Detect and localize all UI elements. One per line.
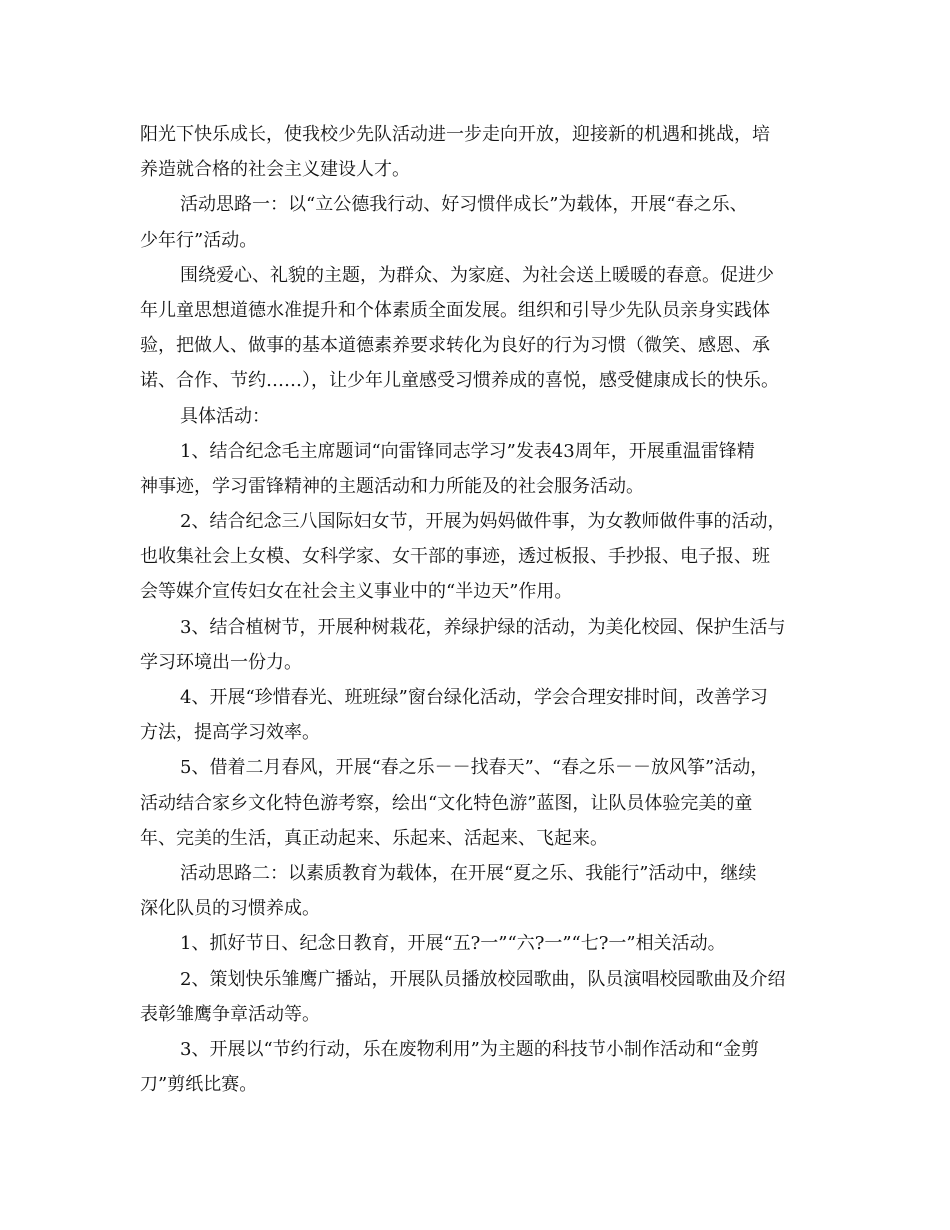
text-line: 养造就合格的社会主义建设人才。 bbox=[140, 159, 410, 181]
document-body bbox=[140, 117, 812, 1102]
text-line: 1、结合纪念毛主席题词“向雷锋同志学习”发表43周年，开展重温雷锋精 bbox=[180, 440, 755, 462]
text-line: 活动思路二：以素质教育为载体，在开展“夏之乐、我能行”活动中，继续 bbox=[180, 862, 757, 884]
text-line: 刀”剪纸比赛。 bbox=[140, 1074, 258, 1096]
text-line: 阳光下快乐成长，使我校少先队活动进一步走向开放，迎接新的机遇和挑战，培 bbox=[140, 124, 770, 145]
text-line: 具体活动： bbox=[180, 405, 270, 427]
text-line: 也收集社会上女模、女科学家、女干部的事迹，透过板报、手抄报、电子报、班 bbox=[140, 546, 770, 568]
text-line: 表彰雏鹰争章活动等。 bbox=[140, 1003, 320, 1025]
text-line: 神事迹，学习雷锋精神的主题活动和力所能及的社会服务活动。 bbox=[140, 475, 644, 497]
text-line: 活动思路一：以“立公德我行动、好习惯伴成长”为载体，开展“春之乐、 bbox=[180, 194, 748, 216]
text-line: 年儿童思想道德水准提升和个体素质全面发展。组织和引导少先队员亲身实践体 bbox=[140, 299, 770, 321]
text-line: 诺、合作、节约……），让少年儿童感受习惯养成的喜悦，感受健康成长的快乐。 bbox=[140, 370, 779, 392]
text-line: 少年行”活动。 bbox=[140, 229, 258, 251]
text-line: 活动结合家乡文化特色游考察，绘出“文化特色游”蓝图，让队员体验完美的童 bbox=[140, 792, 753, 814]
text-line: 5、借着二月春风，开展“春之乐－－找春天”、“春之乐－－放风筝”活动， bbox=[180, 757, 769, 779]
text-line: 2、结合纪念三八国际妇女节，开展为妈妈做件事，为女教师做件事的活动， bbox=[180, 511, 786, 533]
text-line: 3、结合植树节，开展种树栽花，养绿护绿的活动，为美化校园、保护生活与 bbox=[180, 616, 786, 638]
text-line: 1、抓好节日、纪念日教育，开展“五?一”“六?一”“七?一”相关活动。 bbox=[180, 933, 726, 955]
text-line: 深化队员的习惯养成。 bbox=[140, 898, 320, 920]
text-line: 3、开展以“节约行动，乐在废物利用”为主题的科技节小制作活动和“金剪 bbox=[180, 1038, 760, 1060]
text-line: 年、完美的生活，真正动起来、乐起来、活起来、飞起来。 bbox=[140, 827, 608, 849]
text-line: 会等媒介宣传妇女在社会主义事业中的“半边天”作用。 bbox=[140, 581, 573, 603]
text-line: 学习环境出一份力。 bbox=[140, 651, 302, 673]
text-line: 2、策划快乐雏鹰广播站，开展队员播放校园歌曲，队员演唱校园歌曲及介绍 bbox=[180, 968, 786, 990]
text-line: 验，把做人、做事的基本道德素养要求转化为良好的行为习惯（微笑、感恩、承 bbox=[140, 335, 770, 357]
text-line: 方法，提高学习效率。 bbox=[140, 722, 320, 744]
text-line: 围绕爱心、礼貌的主题，为群众、为家庭、为社会送上暖暖的春意。促进少 bbox=[180, 264, 774, 286]
text-line: 4、开展“珍惜春光、班班绿”窗台绿化活动，学会合理安排时间，改善学习 bbox=[180, 687, 768, 708]
